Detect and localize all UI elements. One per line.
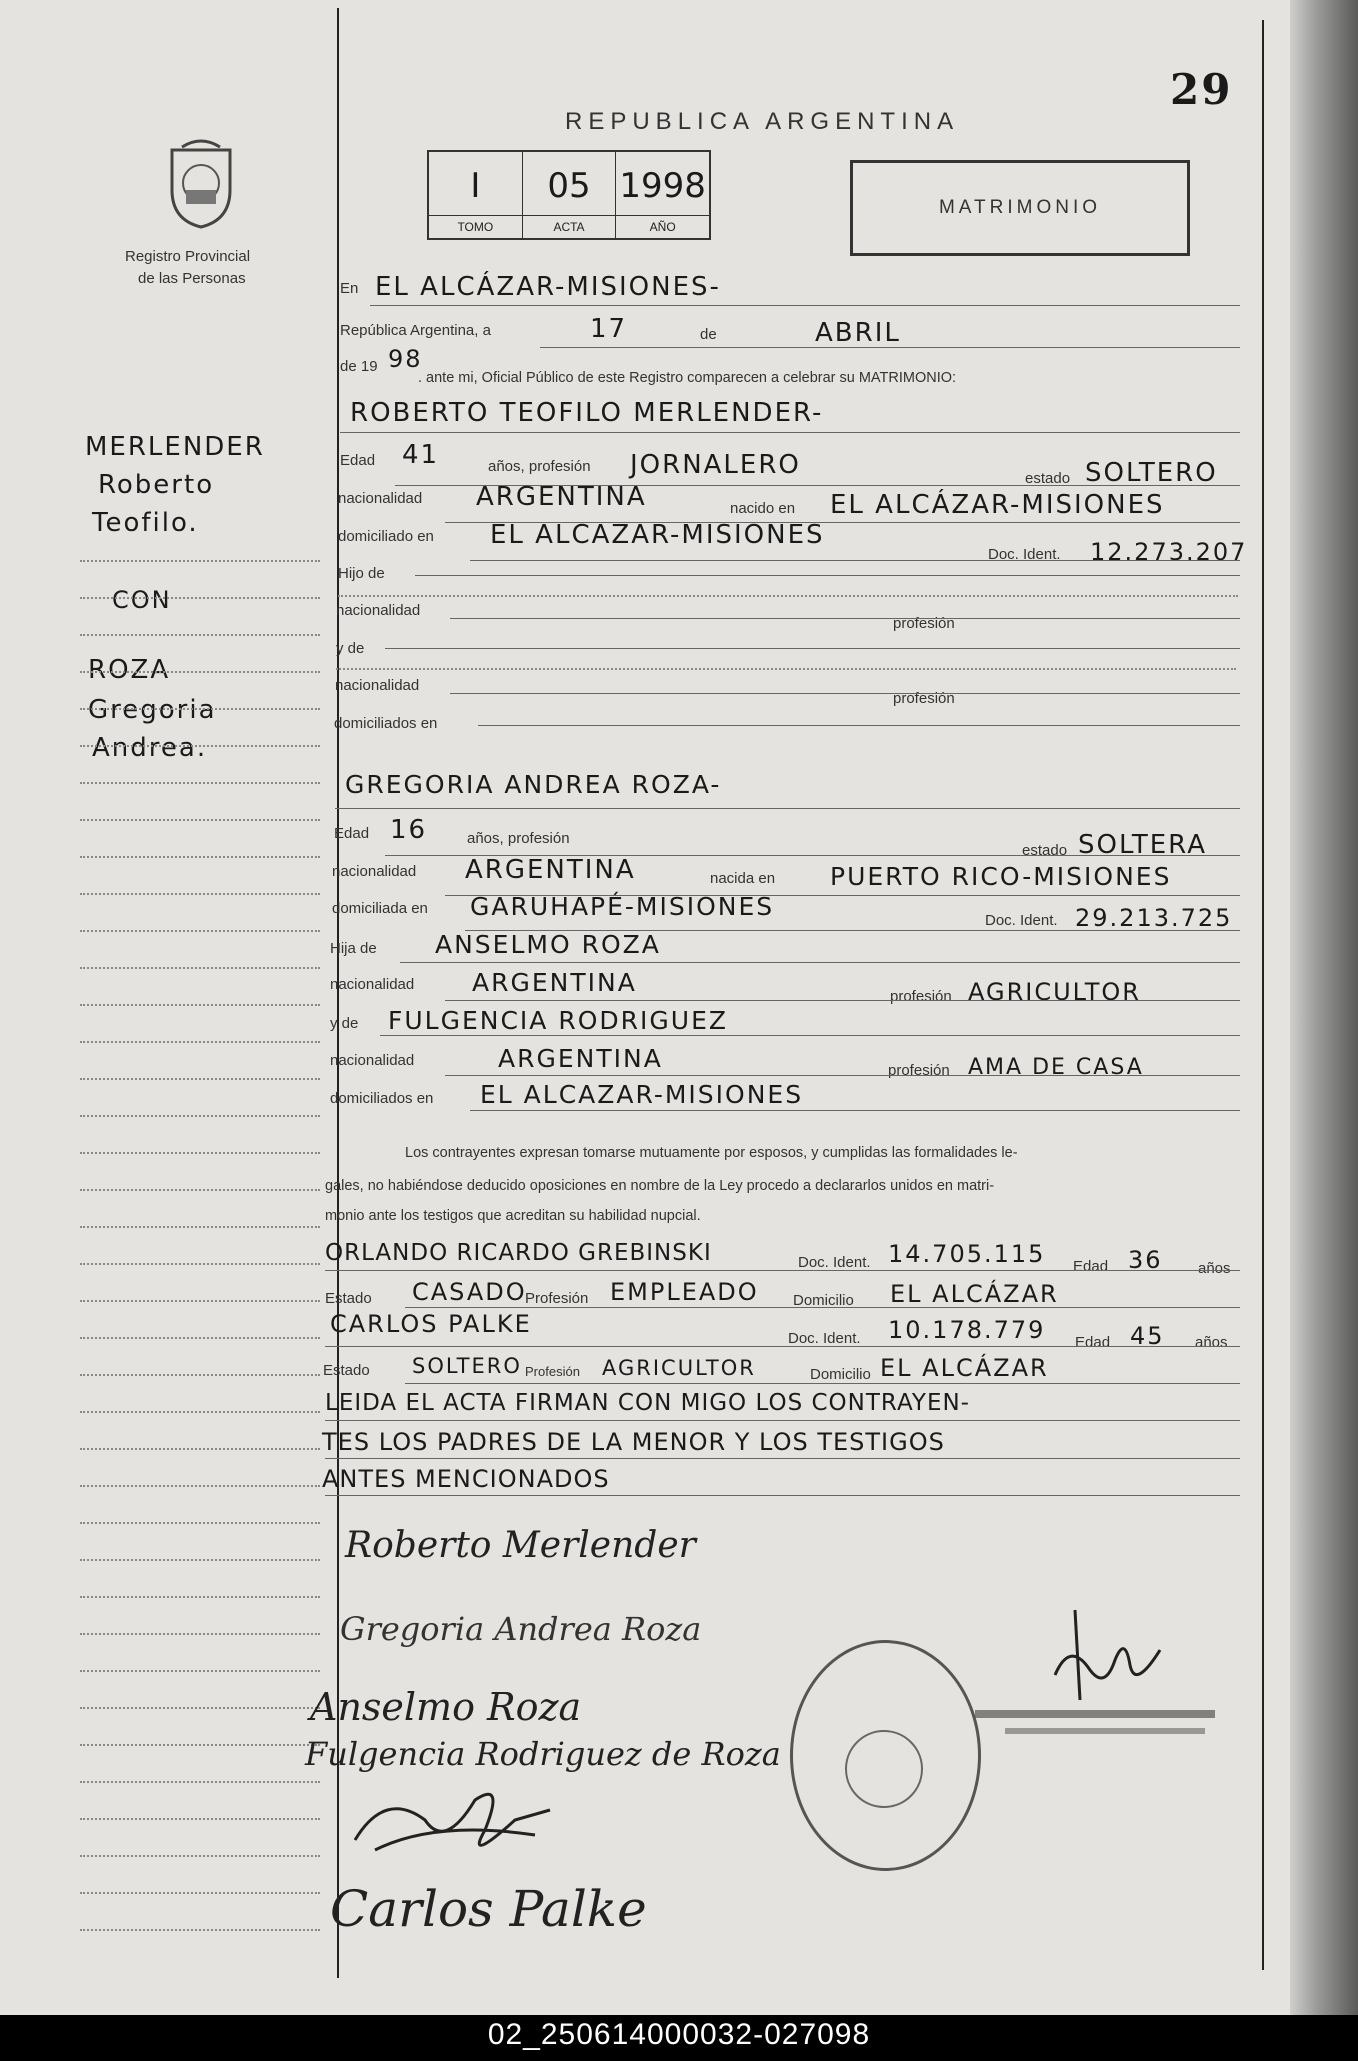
acta-value: 05 [547,166,591,206]
margin-dotted-line [80,1078,320,1080]
date-line [540,347,1240,348]
bride-mother-nationality: ARGENTINA [498,1044,663,1073]
margin-second-name-2: Andrea. [92,733,208,763]
right-margin-rule [1262,20,1264,1970]
bride-estado-label: estado [1022,842,1068,859]
groom-nacido-label: nacido en [730,500,796,517]
bride-estado: SOLTERA [1078,830,1207,860]
official-signature-scribble [1035,1600,1165,1710]
witness1-domicile: EL ALCÁZAR [890,1280,1059,1308]
bride-domicile: GARUHAPÉ-MISIONES [470,892,775,921]
intro-sentence: . ante mi, Oficial Público de este Registro comparecen a celebrar su MATRIMONIO: [418,370,957,386]
margin-dotted-line [80,597,320,599]
margin-dotted-line [80,1448,320,1450]
tomo-value: I [470,166,481,206]
left-margin-rule [337,8,339,1978]
statement-line2: gales, no habiéndose deducido oposiciones en nombre de la Ley procedo a declararlos unidos en matri- [325,1178,995,1194]
signature-father: Anselmo Roza [310,1685,582,1729]
act-type-box: MATRIMONIO [850,160,1190,256]
closing-line2-rule [325,1458,1240,1459]
acta-cell [523,152,617,238]
margin-dotted-line [80,819,320,821]
bride-edad-label: Edad [334,825,370,842]
groom-dom-label: domiciliado en [338,528,434,545]
groom-prof-label: profesión [893,615,955,632]
tomo-cell [429,152,523,238]
official-title-stamp [1005,1728,1205,1734]
bride-father-nationality: ARGENTINA [472,968,637,997]
bride-mother-profession: AMA DE CASA [968,1055,1144,1080]
bride-nac-label: nacionalidad [332,863,417,880]
acta-label: ACTA [523,215,616,238]
tomo-label: TOMO [429,215,522,238]
witness2-line [325,1346,1240,1347]
witness2-dom-label: Domicilio [810,1366,871,1383]
margin-first-name: Roberto [98,470,215,500]
witness1-age: 36 [1128,1246,1163,1274]
margin-dotted-line [80,1596,320,1598]
year-prefix: de 19 [340,358,378,375]
bride-nacida-label: nacida en [710,870,776,887]
signature-mother: Fulgencia Rodriguez de Roza [305,1735,781,1773]
margin-con: CON [112,586,172,614]
registry-name-line1: Registro Provincial [125,248,251,265]
witness2-estado: SOLTERO [412,1354,522,1378]
bride-age: 16 [390,815,428,845]
groom-yde-dots [336,668,1236,670]
bride-doms-line [470,1110,1240,1111]
anio-label: AÑO [616,215,709,238]
margin-dotted-line [80,1707,320,1709]
margin-dotted-line [80,560,320,562]
witness2-domicile: EL ALCÁZAR [880,1354,1049,1382]
margin-dotted-line [80,671,320,673]
witness1-doc-label: Doc. Ident. [798,1254,871,1271]
margin-dotted-line [80,1929,320,1931]
margin-dotted-line [80,1004,320,1006]
margin-dotted-line [80,745,320,747]
groom-estado-label: estado [1025,470,1071,487]
signature-witness2: Carlos Palke [330,1880,647,1938]
closing-line3-rule [325,1495,1240,1496]
margin-dotted-line [80,1522,320,1524]
margin-dotted-line [80,930,320,932]
margin-dotted-line [80,893,320,895]
margin-dotted-line [80,1041,320,1043]
bride-birthplace: PUERTO RICO-MISIONES [830,862,1172,891]
margin-surname: MERLENDER [85,432,265,462]
place-value: EL ALCÁZAR-MISIONES- [375,272,721,302]
bride-hija-line [400,962,1240,963]
margin-second-name: Teofilo. [92,508,199,538]
bride-doc: 29.213.725 [1075,904,1233,932]
bride-name-line [335,808,1240,809]
margin-dotted-line [80,856,320,858]
year-suffix: 98 [388,345,423,373]
groom-doms-label: domiciliados en [334,715,438,732]
witness2-estado-label: Estado [323,1362,370,1379]
day-value: 17 [590,314,628,344]
groom-nationality: ARGENTINA [476,482,647,512]
bride-nationality: ARGENTINA [465,855,636,885]
margin-dotted-line [80,1744,320,1746]
groom-age: 41 [402,440,440,470]
record-number-box [427,150,711,240]
margin-dotted-line [80,1411,320,1413]
groom-profession: JORNALERO [630,450,801,480]
bride-parents-domicile: EL ALCAZAR-MISIONES [480,1080,804,1109]
witness1-line [325,1270,1240,1271]
margin-dotted-line [80,1633,320,1635]
groom-hijo-label: Hijo de [338,565,385,582]
margin-surname-2: ROZA [88,655,171,685]
witness1-prof-label: Profesión [525,1290,589,1307]
witness1-estado-label: Estado [325,1290,372,1307]
groom-edad-label: Edad [340,452,376,469]
witness2-edad-label: Edad [1075,1334,1111,1351]
margin-dotted-line [80,1559,320,1561]
margin-dotted-line [80,1485,320,1487]
witness1-profession: EMPLEADO [610,1278,759,1306]
witness1-anos-label: años [1198,1260,1231,1277]
signature-witness1-scribble [345,1780,555,1870]
bride-hija-label: Hija de [330,940,377,957]
groom-doms-line [478,725,1240,726]
groom-doc: 12.273.207 [1090,538,1248,566]
margin-dotted-line [80,1189,320,1191]
margin-dotted-line [80,1337,320,1339]
margin-dotted-line [80,1818,320,1820]
margin-dotted-line [80,782,320,784]
bride-mother: FULGENCIA RODRIGUEZ [388,1006,728,1035]
seal-emblem-icon [845,1730,923,1808]
groom-nac3-label: nacionalidad [335,677,420,694]
groom-nac-label: nacionalidad [338,490,423,507]
groom-anos-label: años, profesión [488,458,591,475]
groom-prof2-label: profesión [893,690,955,707]
signature-bride: Gregoria Andrea Roza [340,1610,702,1648]
bride-doc-label: Doc. Ident. [985,912,1058,929]
official-name-stamp [975,1710,1215,1718]
witness2-doc-label: Doc. Ident. [788,1330,861,1347]
bride-father: ANSELMO ROZA [435,930,661,959]
closing-line1: LEIDA EL ACTA FIRMAN CON MIGO LOS CONTRAYEN- [325,1390,970,1416]
witness2-anos-label: años [1195,1334,1228,1351]
closing-line3: ANTES MENCIONADOS [322,1465,610,1493]
bride-prof-label: profesión [890,988,952,1005]
margin-dotted-line [80,967,320,969]
margin-dotted-line [80,1152,320,1154]
witness1-doc: 14.705.115 [888,1240,1046,1268]
groom-hijo-dots [338,595,1238,597]
bride-anos-label: años, profesión [467,830,570,847]
groom-nac3-line [450,693,1240,694]
bride-nac3-line [445,1075,1240,1076]
margin-dotted-line [80,1892,320,1894]
margin-dotted-line [80,1670,320,1672]
bride-name: GREGORIA ANDREA ROZA- [345,770,722,799]
bride-doms-label: domiciliados en [330,1090,434,1107]
witness1-estado: CASADO [412,1278,527,1306]
binding-edge [1290,0,1358,2015]
witness1-edad-label: Edad [1073,1258,1109,1275]
registry-emblem-icon [162,135,240,230]
month-value: ABRIL [815,318,901,348]
bride-dom-label: domiciliada en [332,900,428,917]
bride-father-profession: AGRICULTOR [968,978,1141,1006]
de-label: de [700,326,717,343]
groom-doc-label: Doc. Ident. [988,546,1061,563]
witness2-profession: AGRICULTOR [602,1356,756,1380]
bride-yde-label: y de [330,1015,359,1032]
groom-nac2-line [450,618,1240,619]
margin-dotted-line [80,1300,320,1302]
margin-dotted-line [80,1781,320,1783]
margin-dotted-line [80,1855,320,1857]
groom-yde-line [385,648,1240,649]
signature-groom: Roberto Merlender [345,1525,696,1566]
file-id: 02_250614000032-027098 [487,2018,871,2051]
margin-dotted-line [80,1263,320,1265]
groom-birthplace: EL ALCÁZAR-MISIONES [830,490,1165,520]
margin-dotted-line [80,1226,320,1228]
margin-dotted-line [80,708,320,710]
witness2-age: 45 [1130,1322,1165,1350]
closing-line1-rule [325,1420,1240,1421]
statement-line1: Los contrayentes expresan tomarse mutuamente por esposos, y cumplidas las formalidades le- [405,1145,1018,1161]
witness2-prof-label: Profesión [525,1364,580,1379]
witness1-name: ORLANDO RICARDO GREBINSKI [325,1240,712,1266]
groom-name: ROBERTO TEOFILO MERLENDER- [350,398,824,428]
republica-label: República Argentina, a [340,322,491,339]
groom-hijo-line [415,575,1240,576]
bride-nac2-label: nacionalidad [330,976,415,993]
bride-nac2-line [445,1000,1240,1001]
registry-name-line2: de las Personas [138,270,246,287]
margin-dotted-line [80,1374,320,1376]
groom-name-line [340,432,1240,433]
groom-nac2-label: nacionalidad [336,602,421,619]
country-title: REPUBLICA ARGENTINA [565,108,960,135]
closing-line2: TES LOS PADRES DE LA MENOR Y LOS TESTIGOS [322,1428,945,1456]
place-line [370,305,1240,306]
en-label: En [340,280,359,297]
witness2-name: CARLOS PALKE [330,1310,532,1338]
anio-cell [616,152,709,238]
groom-estado: SOLTERO [1085,458,1218,488]
margin-dotted-line [80,634,320,636]
groom-dom-line [470,560,1240,561]
groom-yde-label: y de [336,640,365,657]
margin-first-name-2: Gregoria [88,695,217,725]
statement-line3: monio ante los testigos que acreditan su habilidad nupcial. [325,1208,701,1224]
groom-domicile: EL ALCAZAR-MISIONES [490,520,825,550]
bride-yde-line [380,1035,1240,1036]
page-number: 29 [1170,65,1233,114]
bride-prof2-label: profesión [888,1062,950,1079]
anio-value: 1998 [619,166,706,206]
witness2-line2 [405,1383,1240,1384]
witness1-line2 [405,1307,1240,1308]
bride-nac3-label: nacionalidad [330,1052,415,1069]
witness1-dom-label: Domicilio [793,1292,854,1309]
margin-dotted-line [80,1115,320,1117]
witness2-doc: 10.178.779 [888,1316,1046,1344]
